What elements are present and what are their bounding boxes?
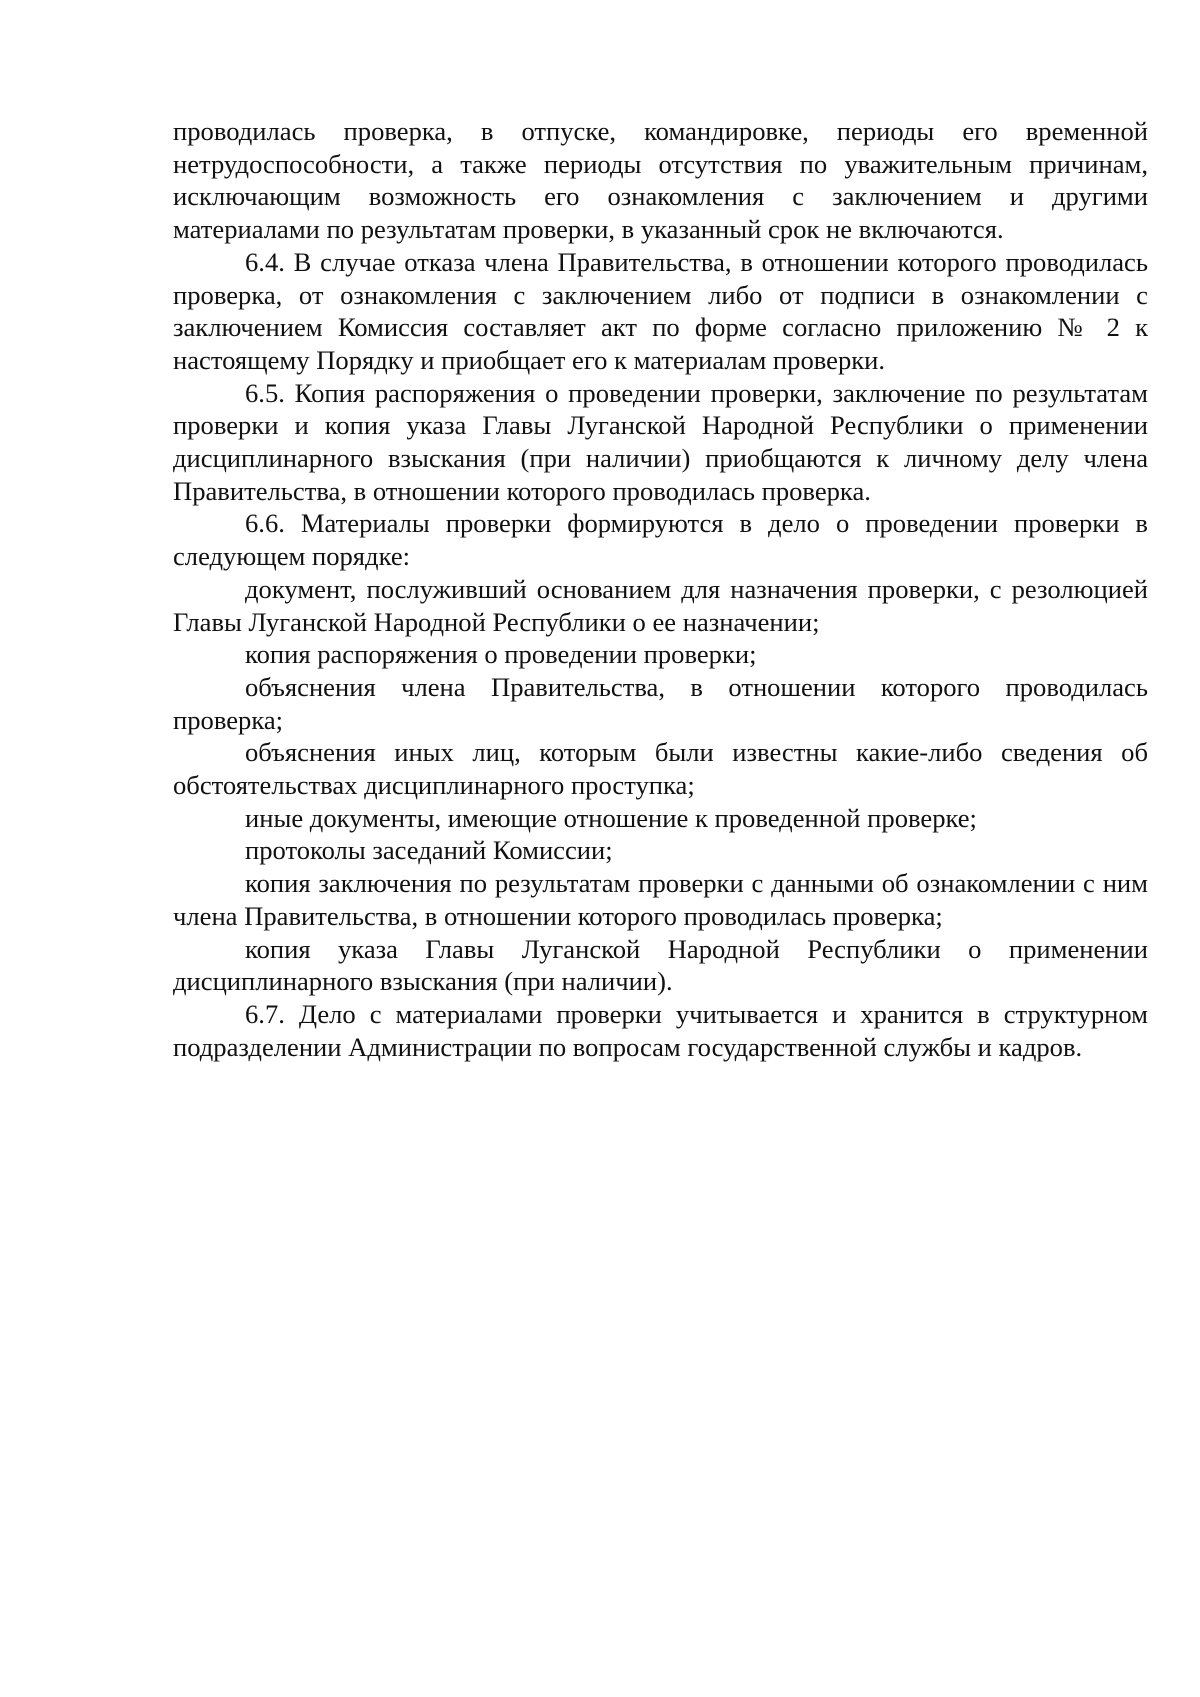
list-item-conclusion-copy: копия заключения по результатам проверки с данными об ознакомлении с ним члена Правительства, в отношении которого проводилась проверка; xyxy=(173,868,1148,931)
list-item-decree-copy: копия указа Главы Луганской Народной Республики о применении дисциплинарного взыскания (при наличии). xyxy=(173,933,1148,997)
list-item-other-explanations: объяснения иных лиц, которым были известны какие-либо сведения об обстоятельствах дисциплинарного проступка; xyxy=(173,737,1148,801)
list-item-other-documents: иные документы, имеющие отношение к проведенной проверке; xyxy=(245,802,977,833)
list-item-member-explanations: объяснения члена Правительства, в отношении которого проводилась проверка; xyxy=(173,671,1148,735)
paragraph-6-4: 6.4. В случае отказа члена Правительства, в отношении которого проводилась проверка, от ознакомления с заключением либо от подписи в ознакомлении с заключением Комиссия составляет акт по форме согласно приложению № 2 к настоящему Порядку и приобщает его к материалам проверки. xyxy=(173,246,1148,375)
paragraph-6-7: 6.7. Дело с материалами проверки учитывается и хранится в структурном подразделении Администрации по вопросам государственной службы и кадров. xyxy=(173,998,1148,1062)
list-item-commission-minutes: протоколы заседаний Комиссии; xyxy=(245,835,613,866)
list-item-order-copy: копия распоряжения о проведении проверки; xyxy=(245,639,757,670)
document-body xyxy=(173,115,1148,1063)
paragraph-6-6: 6.6. Материалы проверки формируются в дело о проведении проверки в следующем порядке: xyxy=(173,508,1148,572)
list-item-basis-document: документ, послуживший основанием для назначения проверки, с резолюцией Главы Луганской Народной Республики о ее назначении; xyxy=(173,573,1148,637)
paragraph-6-5: 6.5. Копия распоряжения о проведении проверки, заключение по результатам проверки и копия указа Главы Луганской Народной Республики о применении дисциплинарного взыскания (при наличии) приобщаются к личному делу члена Правительства, в отношении которого проводилась проверка. xyxy=(173,377,1148,506)
paragraph-continuation: проводилась проверка, в отпуске, командировке, периоды его временной нетрудоспособности, а также периоды отсутствия по уважительным причинам, исключающим возможность его ознакомления с заключением и другими материалами по результатам проверки, в указанный срок не включаются. xyxy=(173,116,1148,245)
